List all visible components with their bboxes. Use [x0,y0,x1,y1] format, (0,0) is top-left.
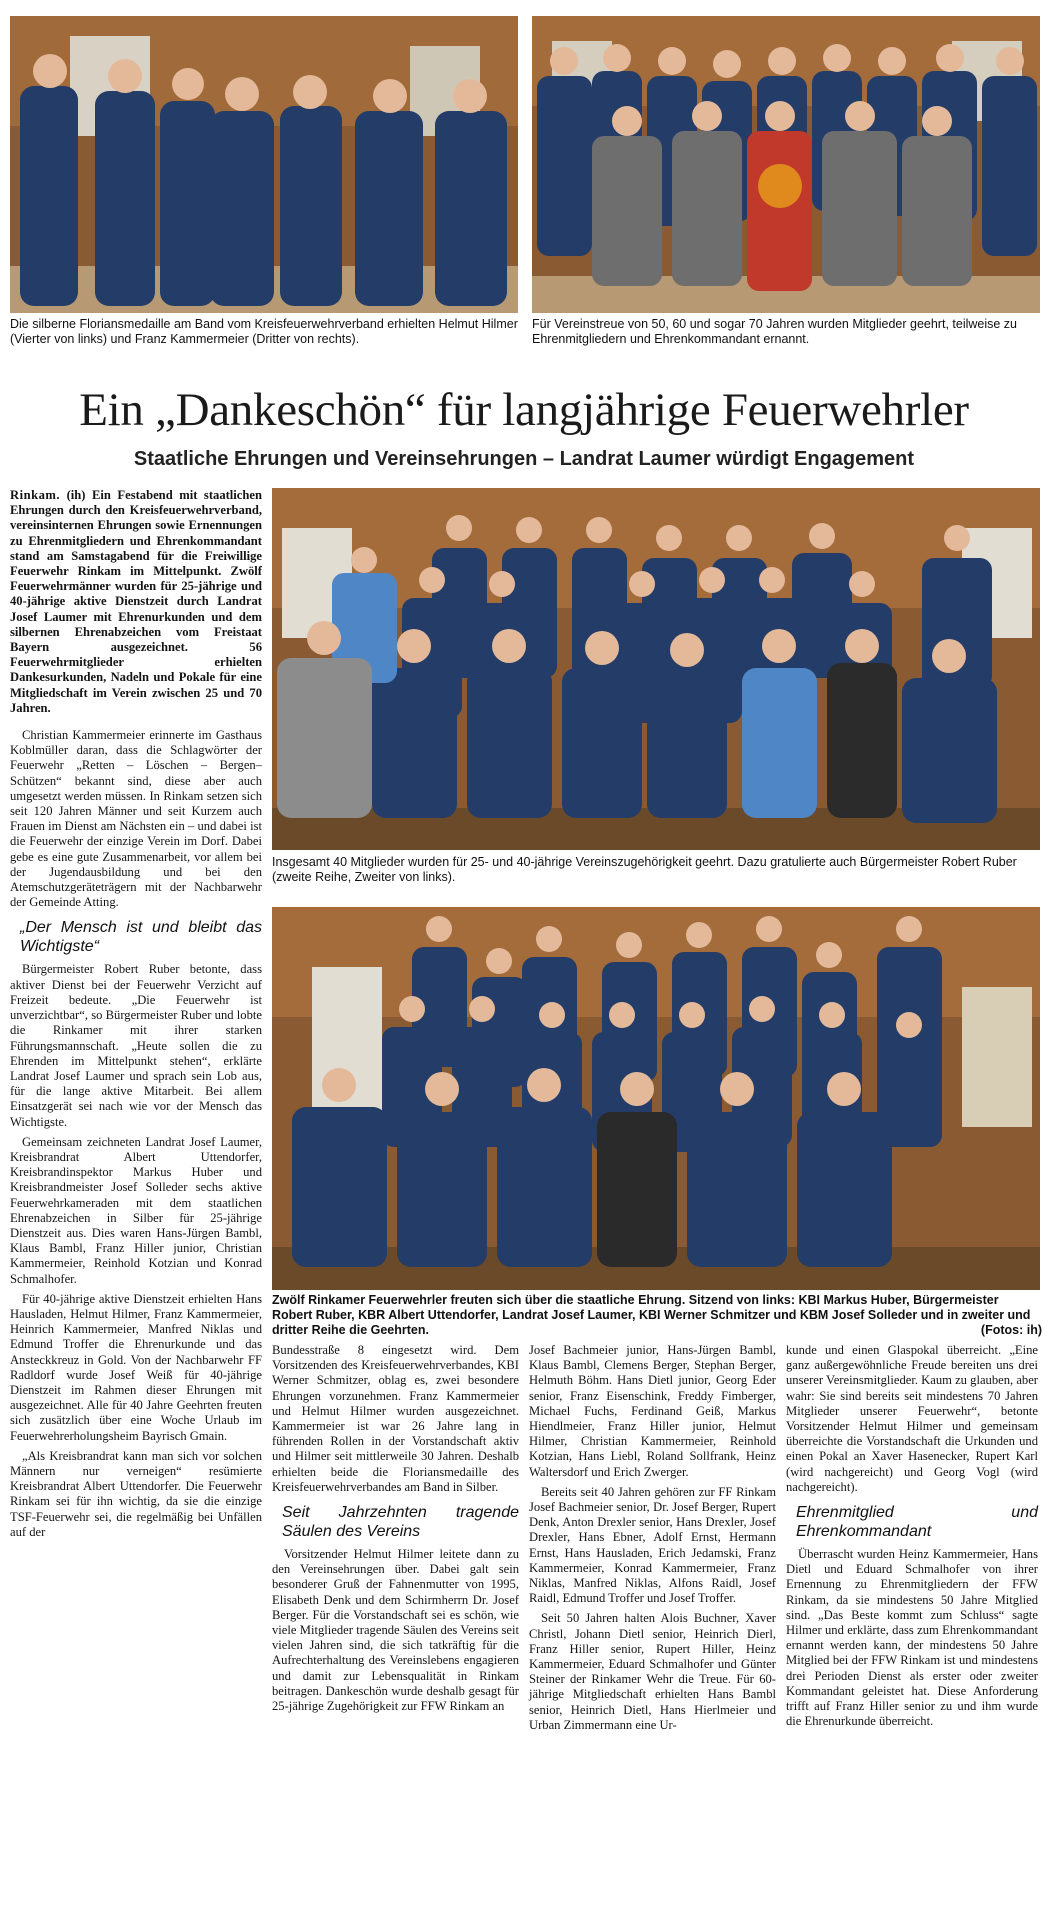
article-column-3 [529,1343,776,1738]
article-column-1 [10,488,262,1545]
photo-top-left-caption: Die silberne Floriansmedaille am Band vom Kreisfeuerwehrverband erhielten Helmut Hilmer (Vierter von links) und Franz Kammermeier (Dritter von rechts). [10,317,518,346]
paragraph: Bürgermeister Robert Ruber betonte, dass aktiver Dienst bei der Feuerwehr Verzicht auf Freizeit bedeute. „Die Feuerwehr ist unverzichtbar“, so Bürgermeister Ruber und lobte die Rinkamer mit ihrer starken Führungsmannschaft. „Heute sollen die zu Ehrenden im Mittelpunkt stehen“, erklärte Landrat Josef Laumer und sprach sein Lob aus, für die lange aktive Mitarbeit. Bei allem Einsatzgerät sei nach wie vor der Mensch das Wichtigste. [10,962,262,1129]
photo-middle-caption: Insgesamt 40 Mitglieder wurden für 25- und 40-jährige Vereinszugehörigkeit geehrt. Dazu gratulierte auch Bürgermeister Robert Ruber (zweite Reihe, Zweiter von links). [272,855,1017,884]
dateline: Rinkam. [10,488,61,502]
subhead-saeulen: Seit Jahrzehnten tragende Säulen des Vereins [282,1504,519,1541]
photo-top-right-caption: Für Vereinstreue von 50, 60 und sogar 70 Jahren wurden Mitglieder geehrt, teilweise zu Ehrenmitgliedern und Ehrenkommandant ernannt. [532,317,1018,346]
photo-middle [272,488,1040,850]
photo-top-right [532,16,1040,313]
paragraph: Gemeinsam zeichneten Landrat Josef Laumer, Kreisbrandrat Albert Uttendorfer, Kreisbrandinspektor Markus Huber und Kreisbrandmeister Josef Solleder sechs aktive Feuerwehrkameraden mit dem staatlichen Ehrenabzeichen in Silber für 25-jährige Dienstzeit aus. Dies waren Hans-Jürgen Bambl, Klaus Bambl, Franz Hiller junior, Christian Kammermeier, Reinhold Kotzian und Konrad Schmalhofer. [10,1134,262,1286]
headline: Ein „Dankeschön“ für langjährige Feuerwehrler [79,384,969,436]
paragraph: Josef Bachmeier junior, Hans-Jürgen Bambl, Klaus Bambl, Clemens Berger, Stephan Berger, Helmuth Böhm. Hans Dietl junior, Georg Eder senior, Franz Eisenschink, Freddy Fimberger, Michael Fuchs, Ferdinand Geiß, Markus Hiendlmeier, Franz Hiller junior, Helmut Hilmer, Christian Kammermeier, Reinhold Kotzian, Hans Liebl, Roland Sollfrank, Heinz Waltersdorf und Erich Zwerger. [529,1343,776,1479]
subheadline: Staatliche Ehrungen und Vereinsehrungen – Landrat Laumer würdigt Engagement [133,448,915,470]
article-column-4 [786,1343,1038,1734]
paragraph: kunde und einen Glaspokal überreicht. „Eine ganz außergewöhnliche Freude bereiten uns drei unserer Vereinsmitglieder. Kaum zu glauben, aber wahr: Sie sind bereits seit mindestens 70 Jahren Mitglieder unserer Feuerwehr“, betonte Vorsitzender Helmut Hilmer und gemeinsam überreichte die Vorstandschaft die Urkunden und einen Pokal an Xaver Hasenecker, Rupert Karl (wird nachgereicht) und Georg Vogl (wird nachgereicht). [786,1343,1038,1494]
paragraph: Bundesstraße 8 eingesetzt wird. Dem Vorsitzenden des Kreisfeuerwehrverbandes, KBI Werner Schmitzer, oblag es, zwei besondere Ehrungen vorzunehmen. Franz Kammermeier und Helmut Hilmer wurden ausgezeichnet. Kammermeier ist war 26 Jahre lang in führenden Rollen in der Vorstandschaft aktiv und Hilmer seit mittlerweile 30 Jahren. Deshalb erhielten beide die Floriansmedaille des Kreisfeuerwehrverbandes am Band in Silber. [272,1343,519,1494]
subhead-mensch: „Der Mensch ist und bleibt das Wichtigste“ [20,919,262,956]
paragraph: „Als Kreisbrandrat kann man sich vor solchen Männern nur verneigen“ resümierte Kreisbrandrat Albert Uttendorfer. Die Feuerwehr Rinkam sei für ihn wichtig, da sie die einzige TSF-Feuerwehr sei, die regelmäßig bei Unfällen auf der [10,1448,262,1539]
article-lead [10,488,262,716]
paragraph: Für 40-jährige aktive Dienstzeit erhielten Hans Hausladen, Helmut Hilmer, Franz Kammermeier, Heinrich Kammermeier, Manfred Niklas und Edmund Troffer die Ehrenurkunde und das Ansteckkreuz in Gold. Von der Nachbarwehr FF Radldorf wurde Josef Weiß für 40-jährige Dienstzeit im Rahmen dieser Ehrungen mit ausgezeichnet. Alle für 40 Jahre Geehrten freuten sich zusätzlich über eine Woche Urlaub im Feuerwehrerholungsheim Bayrisch Gmain. [10,1291,262,1443]
paragraph: Vorsitzender Helmut Hilmer leitete dann zu den Vereinsehrungen über. Dabei galt sein besonderer Gruß der Fahnenmutter von 1995, Elisabeth Denk und dem Schirmherrn Dr. Josef Berger. Für die Vorstandschaft sei es schön, wie viele Mitglieder tragende Säulen des Vereins seit vielen Jahren sind, die sich tatkräftig für die Aufrechterhaltung des Vereinslebens engagieren und damit zur Lebensqualität in Rinkam beitragen. Dankeschön wurde deshalb gesagt für 25-jährige Zugehörigkeit zur FFW Rinkam an [272,1547,519,1714]
photo-credit: (Fotos: ih) [980,1323,1042,1337]
article-column-2 [272,1343,519,1719]
paragraph: Christian Kammermeier erinnerte im Gasthaus Koblmüller daran, dass die Schlagwörter der Feuerwehr „Retten – Löschen – Bergen–Schützen“ bekannt sind, diese aber auch umgesetzt werden müssen. In Rinkam setzen sich seit 120 Jahren Männer und seit Kurzem auch Frauen im Dienst am Nächsten ein – und dabei ist die Feuerwehr der einzige Verein im Dorf. Dabei gebe es eine gute Zusammenarbeit, vor allem bei der Jugendausbildung und bei den Atemschutzgeräteträgern mit der Nachbarwehr der Gemeinde Atting. [10,728,262,910]
paragraph: Bereits seit 40 Jahren gehören zur FF Rinkam Josef Bachmeier senior, Dr. Josef Berger, Rupert Denk, Anton Drexler senior, Hans Drexler, Josef Drexler, Hans Ebner, Adolf Ernst, Hermann Ernst, Hans Hausladen, Erich Jedamski, Franz Kammermeier, Konrad Kammermeier, Franz Niklas, Manfred Niklas, Alfons Raidl, Josef Raidl, Edmund Troffer und Josef Troffer. [529,1484,776,1606]
paragraph: Überrascht wurden Heinz Kammermeier, Hans Dietl und Eduard Schmalhofer von ihrer Ernennung zu Ehrenmitgliedern der FFW Rinkam, da sie mindestens 50 Jahre Mitglied sind. „Das Beste kommt zum Schluss“ sagte Hilmer und erklärte, dass zum Ehrenkommandant ernannt werden kann, der mindestens 50 Jahre Mitglied bei der FFW Rinkam ist und mindestens drei Perioden Dienst als erster oder zweiter Kommandant geleistet hat. Diese Anforderung trifft auf Franz Hiller senior zu und ihm wurde die Ehrenurkunde überreicht. [786,1547,1038,1729]
photo-bottom [272,907,1040,1290]
subhead-ehrenmitglied: Ehrenmitglied und Ehrenkommandant [796,1504,1038,1541]
photo-bottom-caption-text: Zwölf Rinkamer Feuerwehrler freuten sich über die staatliche Ehrung. Sitzend von links: KBI Markus Huber, Bürgermeister Robert Ruber, KBR Albert Uttendorfer, Landrat Josef Laumer, KBI Werner Schmitzer und KBM Josef Solleder und in zweiter und dritter Reihe die Geehrten. [272,1293,1031,1337]
photo-bottom-caption [272,1293,1042,1338]
lead-text: (ih) Ein Festabend mit staatlichen Ehrungen durch den Kreisfeuerwehrverband, vereinsinternen Ehrungen sowie Ernennungen zu Ehrenmitgliedern und Ehrenkommandant stand am Samstagabend für die Freiwillige Feuerwehr Rinkam im Mittelpunkt. Zwölf Feuerwehrmänner wurden für 25-jährige und 40-jährige aktive Dienstzeit durch Landrat Josef Laumer mit Ehrenurkunden und dem silbernen Ehrenabzeichen vom Freistaat Bayern ausgezeichnet. 56 Feuerwehrmitglieder erhielten Dankesurkunden, Nadeln und Pokale für eine Mitgliedschaft im Verein zwischen 25 und 70 Jahren. [10,488,262,715]
paragraph: Seit 50 Jahren halten Alois Buchner, Xaver Christl, Johann Dietl senior, Heinrich Dierl, Franz Hiller senior, Rupert Hiller, Heinz Kammermeier, Eduard Schmalhofer und Günter Steiner der Rinkamer Wehr die Treue. Für 60-jährige Mitgliedschaft erhielten Hans Bambl senior, Heinrich Dietl, Hans Hierlmeier und Urban Zimmermann eine Ur- [529,1611,776,1732]
photo-top-left [10,16,518,313]
